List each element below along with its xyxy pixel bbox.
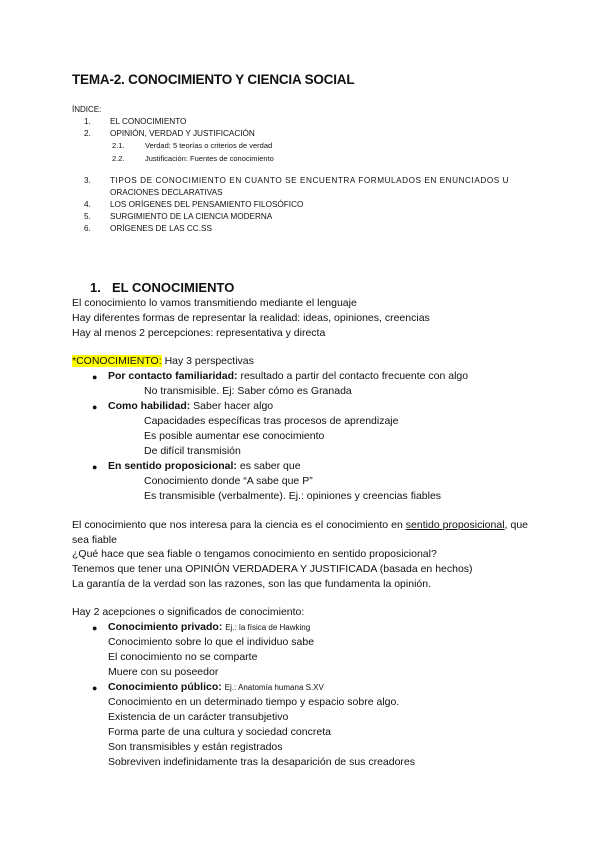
paragraph-line: El conocimiento lo vamos transmitiendo mediante el lenguaje <box>72 297 357 309</box>
list-item-text: resultado a partir del contacto frecuente con algo <box>237 370 469 382</box>
index-item-text: LOS ORÍGENES DEL PENSAMIENTO FILOSÓFICO <box>110 200 304 209</box>
list-item-title: En sentido proposicional: <box>108 460 237 472</box>
perspectives-line <box>72 355 254 367</box>
paragraph-line: Hay al menos 2 percepciones: representativa y directa <box>72 327 326 339</box>
paragraph-line: Tenemos que tener una OPINIÓN VERDADERA Y JUSTIFICADA (basada en hechos) <box>72 563 473 575</box>
list-item-text: es saber que <box>236 460 301 472</box>
paragraph-line: Hay diferentes formas de representar la realidad: ideas, opiniones, creencias <box>72 312 430 324</box>
index-item-num: 1. <box>84 117 91 126</box>
index-item-text: EL CONOCIMIENTO <box>110 117 187 126</box>
index-item-text: OPINIÓN, VERDAD Y JUSTIFICACIÓN <box>110 129 255 138</box>
underlined-term: sentido proposicional <box>405 519 505 531</box>
list-item <box>108 370 468 382</box>
index-item-text: TIPOS DE CONOCIMIENTO EN CUANTO SE ENCUENTRA FORMULADOS EN ENUNCIADOS U <box>110 176 510 185</box>
list-item <box>108 621 310 633</box>
list-item-detail: Es transmisible (verbalmente). Ej.: opiniones y creencias fiables <box>144 490 442 502</box>
index-label: ÍNDICE: <box>72 105 102 114</box>
bullet-icon: ● <box>92 462 98 472</box>
index-item-num: 4. <box>84 200 91 209</box>
index-item-text: ORÍGENES DE LAS CC.SS <box>110 224 212 233</box>
index-subitem-text: Justificación: Fuentes de conocimiento <box>145 154 274 163</box>
list-item-detail: Muere con su poseedor <box>108 666 219 678</box>
list-item-title: Conocimiento público: <box>108 681 222 693</box>
document-title: TEMA-2. CONOCIMIENTO Y CIENCIA SOCIAL <box>72 72 355 87</box>
highlighted-term: *CONOCIMIENTO: <box>72 355 162 367</box>
list-item-detail: Es posible aumentar ese conocimiento <box>144 430 325 442</box>
list-item-detail: Son transmisibles y están registrados <box>108 741 283 753</box>
list-item-text: Saber hacer algo <box>190 400 274 412</box>
bullet-icon: ● <box>92 623 98 633</box>
paragraph-line: Hay 2 acepciones o significados de conocimiento: <box>72 606 305 618</box>
index-item-text: ORACIONES DECLARATIVAS <box>110 188 223 197</box>
list-item-detail: El conocimiento no se comparte <box>108 651 258 663</box>
list-item-example: Ej.: Anatomía humana S.XV <box>224 683 324 692</box>
index-item-text: SURGIMIENTO DE LA CIENCIA MODERNA <box>110 212 273 221</box>
index-subitem-text: Verdad: 5 teorías o criterios de verdad <box>145 141 273 150</box>
list-item-detail: Conocimiento sobre lo que el individuo sabe <box>108 636 315 648</box>
list-item-detail: Conocimiento donde “A sabe que P” <box>144 475 313 487</box>
list-item-detail: Conocimiento en un determinado tiempo y espacio sobre algo. <box>108 696 400 708</box>
section-title: EL CONOCIMIENTO <box>112 280 235 295</box>
list-item <box>108 681 324 693</box>
index-subitem-num: 2.2. <box>112 154 125 163</box>
index-item-num: 6. <box>84 224 91 233</box>
index-item-num: 5. <box>84 212 91 221</box>
list-item-detail: De difícil transmisión <box>144 445 241 457</box>
paragraph-text: El conocimiento que nos interesa para la ciencia es el conocimiento en <box>72 519 406 531</box>
list-item-title: Como habilidad: <box>108 400 191 412</box>
list-item-title: Conocimiento privado: <box>108 621 223 633</box>
bullet-icon: ● <box>92 683 98 693</box>
list-item-detail: Capacidades específicas tras procesos de aprendizaje <box>144 415 399 427</box>
list-item-detail: Existencia de un carácter transubjetivo <box>108 711 289 723</box>
index-item-num: 2. <box>84 129 91 138</box>
paragraph-text: , que sea fiable <box>72 519 528 546</box>
list-item-example: Ej.: la física de Hawking <box>225 623 311 632</box>
list-item-detail: Forma parte de una cultura y sociedad concreta <box>108 726 331 738</box>
bullet-icon: ● <box>92 402 98 412</box>
index-item <box>84 117 91 126</box>
index-item-num: 3. <box>84 176 91 185</box>
index-subitem-num: 2.1. <box>112 141 125 150</box>
list-item <box>108 400 273 412</box>
paragraph <box>72 518 528 548</box>
paragraph-line: ¿Qué hace que sea fiable o tengamos conocimiento en sentido proposicional? <box>72 548 437 560</box>
list-item-title: Por contacto familiaridad: <box>108 370 238 382</box>
section-number: 1. <box>90 280 101 295</box>
perspectives-rest: Hay 3 perspectivas <box>161 355 254 367</box>
bullet-icon: ● <box>92 372 98 382</box>
list-item <box>108 460 301 472</box>
paragraph-line: La garantía de la verdad son las razones, son las que fundamenta la opinión. <box>72 578 431 590</box>
list-item-detail: Sobreviven indefinidamente tras la desaparición de sus creadores <box>108 756 416 768</box>
list-item-detail: No transmisible. Ej: Saber cómo es Granada <box>144 385 352 397</box>
